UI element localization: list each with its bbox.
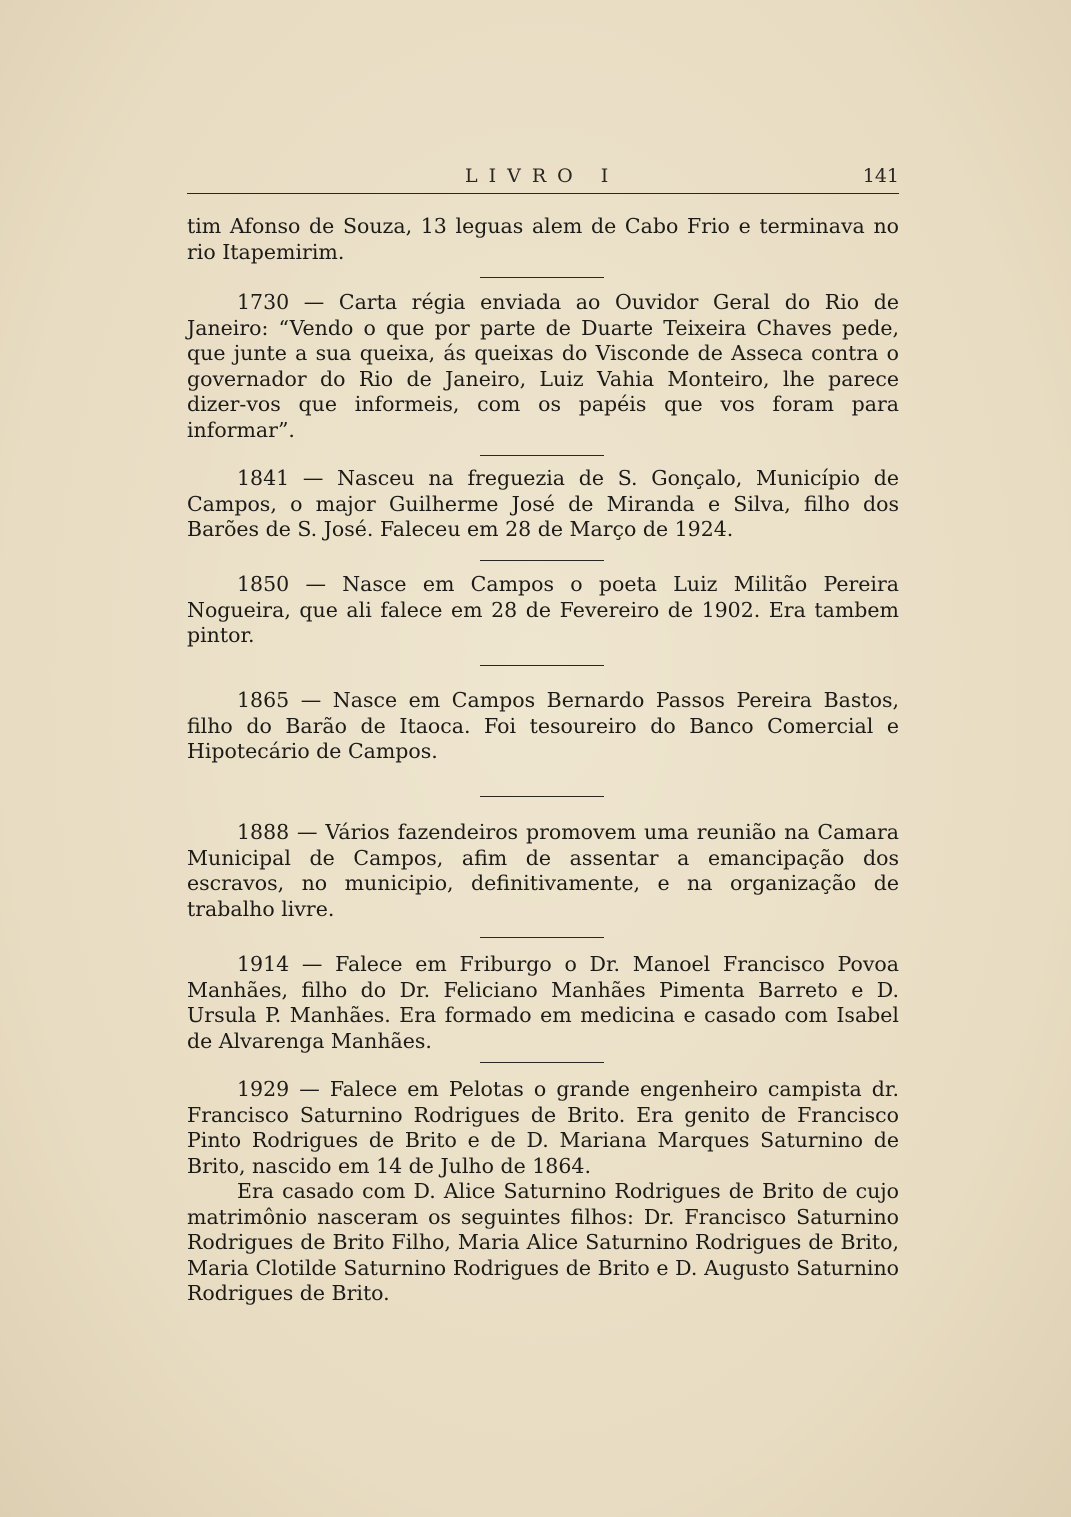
paragraph: 1730 — Carta régia enviada ao Ouvidor Geral do Rio de Janeiro: “Vendo o que por parte de Duarte Teixeira Chaves pede, que junte a sua queixa, ás queixas do Visconde de Asseca contra o governador do Rio de Janeiro, Luiz Vahia Monteiro, lhe parece dizer-vos que informeis, com os papéis que vos foram para informar”.	[187, 290, 899, 442]
entry-1730	[187, 290, 899, 443]
paragraph: 1888 — Vários fazendeiros promovem uma reunião na Camara Municipal de Campos, afim de assentar a emancipação dos escravos, no municipio, definitivamente, e na organização de trabalho livre.	[187, 820, 899, 921]
entry-1841	[187, 466, 899, 543]
running-header	[187, 163, 899, 194]
paragraph: 1841 — Nasceu na freguezia de S. Gonçalo, Município de Campos, o major Guilherme José de Miranda e Silva, filho dos Barões de S. José. Faleceu em 28 de Março de 1924.	[187, 466, 899, 541]
section-divider	[480, 937, 604, 938]
section-divider	[480, 560, 604, 561]
section-divider	[480, 455, 604, 456]
section-divider	[480, 277, 604, 278]
section-divider	[480, 1062, 604, 1063]
entry-1850	[187, 572, 899, 649]
section-divider	[480, 796, 604, 797]
section-divider	[480, 665, 604, 666]
entry-1929	[187, 1077, 899, 1307]
paragraph: 1929 — Falece em Pelotas o grande engenheiro campista dr. Francisco Saturnino Rodrigues de Brito. Era genito de Francisco Pinto Rodrigues de Brito e de D. Mariana Marques Saturnino de Brito, nascido em 14 de Julho de 1864.	[187, 1077, 899, 1178]
entry-continuation	[187, 214, 899, 265]
entry-1888	[187, 820, 899, 922]
paragraph: 1850 — Nasce em Campos o poeta Luiz Militão Pereira Nogueira, que ali falece em 28 de Fevereiro de 1902. Era tambem pintor.	[187, 572, 899, 647]
paragraph: Era casado com D. Alice Saturnino Rodrigues de Brito de cujo matrimônio nasceram os seguintes filhos: Dr. Francisco Saturnino Rodrigues de Brito Filho, Maria Alice Saturnino Rodrigues de Brito, Maria Clotilde Saturnino Rodrigues de Brito e D. Augusto Saturnino Rodrigues de Brito.	[187, 1179, 899, 1305]
entry-1914	[187, 952, 899, 1054]
paragraph: 1914 — Falece em Friburgo o Dr. Manoel Francisco Povoa Manhães, filho do Dr. Feliciano Manhães Pimenta Barreto e D. Ursula P. Manhães. Era formado em medicina e casado com Isabel de Alvarenga Manhães.	[187, 952, 899, 1053]
paragraph: tim Afonso de Souza, 13 leguas alem de Cabo Frio e terminava no rio Itapemirim.	[187, 214, 899, 264]
page-number: 141	[862, 165, 899, 187]
entry-1865	[187, 688, 899, 765]
header-title: LIVRO I	[465, 165, 620, 187]
paragraph: 1865 — Nasce em Campos Bernardo Passos Pereira Bastos, filho do Barão de Itaoca. Foi tesoureiro do Banco Comercial e Hipotecário de Campos.	[187, 688, 899, 763]
